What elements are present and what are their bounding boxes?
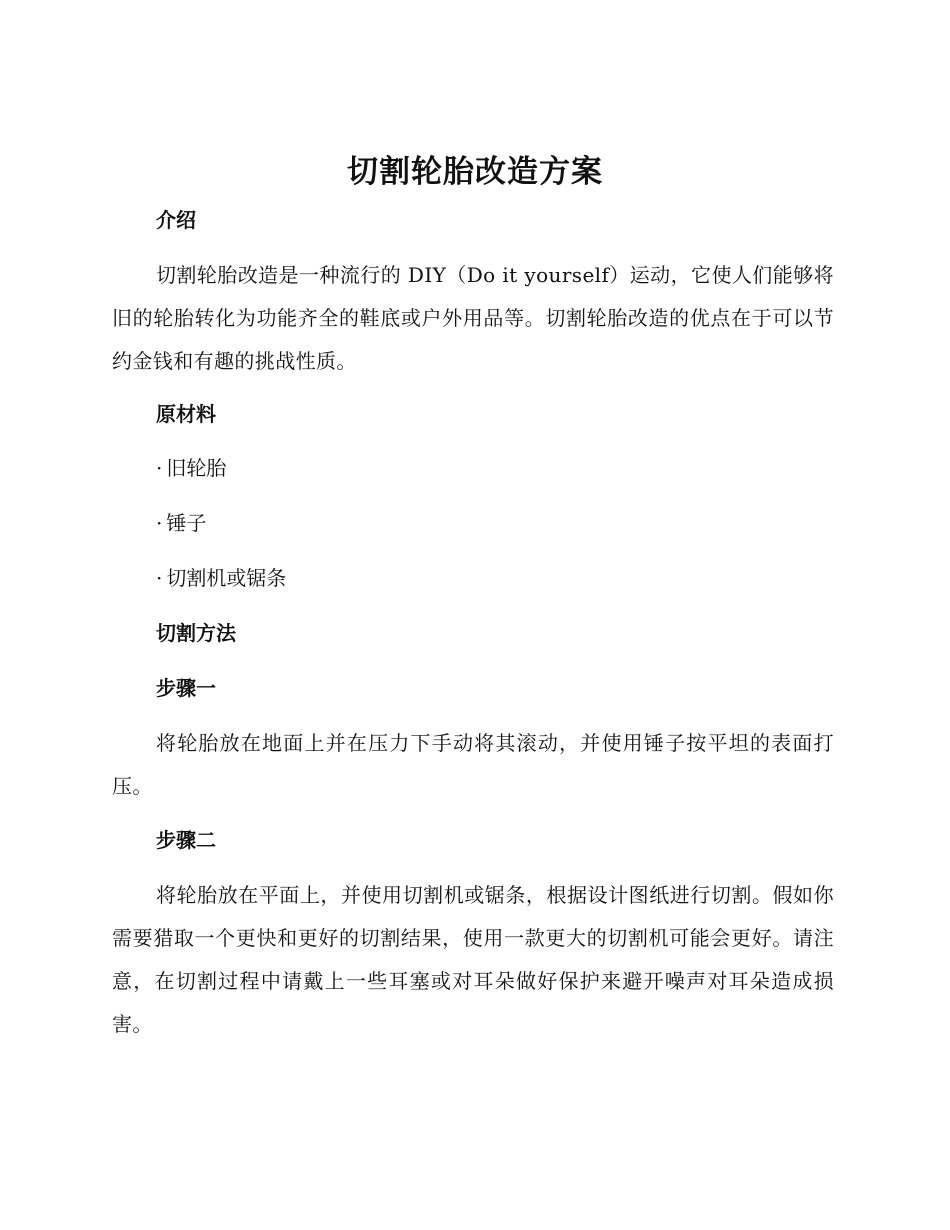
list-item [156, 563, 286, 593]
list-item-label: 锤子 [166, 511, 207, 535]
section-heading-intro: 介绍 [156, 208, 196, 232]
section-heading-materials: 原材料 [156, 402, 216, 426]
list-item-label: 旧轮胎 [166, 456, 227, 480]
bullet-marker: · [156, 456, 163, 480]
step-two-heading: 步骤二 [156, 828, 216, 852]
bullet-marker: · [156, 511, 163, 535]
list-item-label: 切割机或锯条 [166, 566, 287, 590]
step-one-heading: 步骤一 [156, 676, 216, 700]
step-two-paragraph: 将轮胎放在平面上，并使用切割机或锯条，根据设计图纸进行切割。假如你需要猎取一个更快和更好的切割结果，使用一款更大的切割机可能会更好。请注意，在切割过程中请戴上一些耳塞或对耳朵做好保护来避开噪声对耳朵造成损害。 [112, 883, 834, 1036]
step-one-paragraph: 将轮胎放在地面上并在压力下手动将其滚动，并使用锤子按平坦的表面打压。 [112, 731, 834, 798]
list-item [156, 508, 206, 538]
section-heading-method: 切割方法 [156, 621, 236, 645]
list-item [156, 453, 226, 483]
intro-paragraph: 切割轮胎改造是一种流行的 DIY（Do it yourself）运动，它使人们能够将旧的轮胎转化为功能齐全的鞋底或户外用品等。切割轮胎改造的优点在于可以节约金钱和有趣的挑战性质。 [112, 263, 834, 373]
document-title: 切割轮胎改造方案 [347, 154, 603, 190]
bullet-marker: · [156, 566, 163, 590]
